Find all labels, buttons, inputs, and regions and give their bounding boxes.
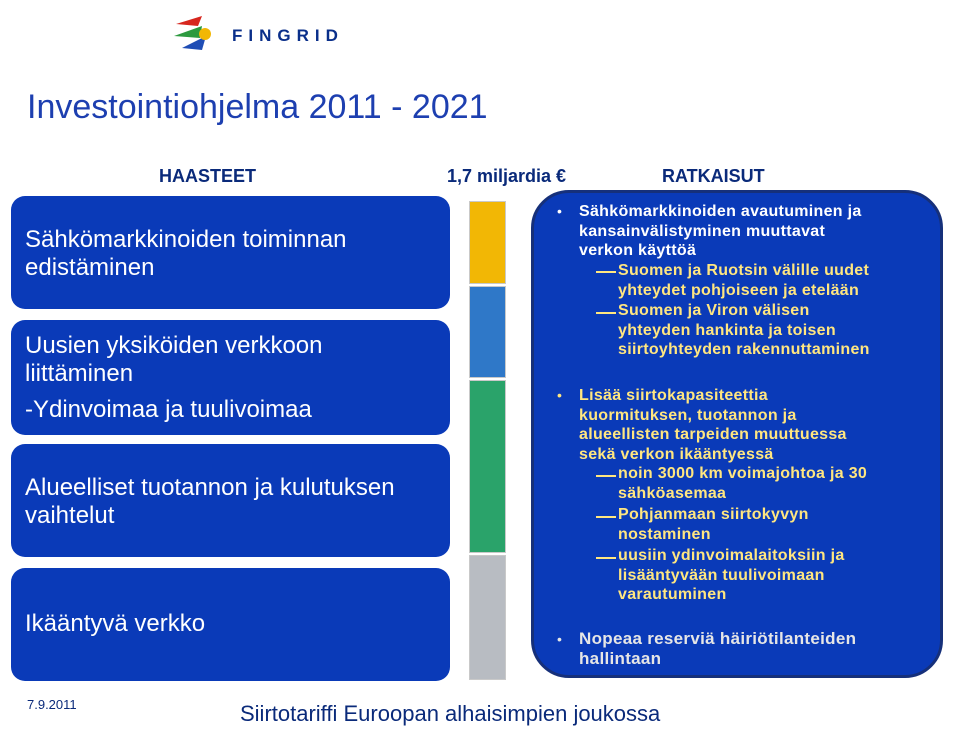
dash-icon	[596, 475, 616, 477]
budget-segment-connections	[469, 286, 506, 378]
challenge-line: liittäminen	[25, 360, 134, 387]
challenge-box-regional	[11, 444, 450, 557]
header-budget: 1,7 miljardia €	[447, 166, 567, 186]
solution-2b	[618, 505, 809, 544]
text-line: uusiin ydinvoimalaitoksiin ja	[618, 547, 845, 564]
text-line: kuormituksen, tuotannon ja	[579, 406, 797, 424]
challenge-box-markets	[11, 196, 450, 309]
text-line: lisääntyvään tuulivoimaan	[618, 566, 825, 584]
text-line: varautuminen	[618, 586, 727, 603]
solutions-panel	[531, 190, 943, 678]
solution-2a	[618, 464, 867, 503]
solution-3	[579, 629, 856, 668]
text-line: Suomen ja Viron välisen	[618, 302, 810, 319]
text-line: yhteyden hankinta ja toisen	[618, 321, 836, 339]
challenge-line: Sähkömarkkinoiden toiminnan	[25, 226, 347, 253]
text-line: Pohjanmaan siirtokyvyn	[618, 506, 809, 523]
text-line: verkon käyttöä	[579, 242, 697, 259]
budget-segment-regional	[469, 380, 506, 553]
dash-icon	[596, 271, 616, 273]
fingrid-logo	[172, 14, 362, 56]
dash-icon	[596, 516, 616, 518]
text-line: hallintaan	[579, 648, 662, 668]
solution-2	[579, 386, 847, 464]
text-line: Suomen ja Ruotsin välille uudet	[618, 262, 870, 279]
solution-1a	[618, 261, 869, 300]
budget-segment-markets	[469, 201, 506, 284]
text-line: kansainvälistyminen muuttavat	[579, 222, 826, 240]
text-line: Nopeaa reserviä häiriötilanteiden	[579, 629, 857, 648]
challenge-line: edistäminen	[25, 254, 155, 281]
challenge-line: Alueelliset tuotannon ja kulutuksen	[25, 474, 395, 501]
page-title: Investointiohjelma 2011 - 2021	[27, 88, 488, 126]
text-line: alueellisten tarpeiden muuttuessa	[579, 426, 847, 443]
challenge-box-aging	[11, 568, 450, 681]
text-line: sekä verkon ikääntyessä	[579, 445, 774, 463]
text-line: Lisää siirtokapasiteettia	[579, 387, 768, 404]
solution-2c	[618, 546, 845, 605]
dash-icon	[596, 557, 616, 559]
header-challenges: HAASTEET	[159, 166, 257, 186]
solution-1	[579, 202, 862, 261]
text-line: yhteydet pohjoiseen ja etelään	[618, 281, 860, 299]
text-line: Sähkömarkkinoiden avautuminen ja	[579, 203, 862, 220]
footer-date: 7.9.2011	[27, 697, 77, 712]
challenge-line: vaihtelut	[25, 502, 115, 529]
challenge-line: -Ydinvoimaa ja tuulivoimaa	[25, 396, 312, 423]
bullet-icon: •	[557, 631, 562, 647]
header-solutions: RATKAISUT	[662, 166, 765, 186]
text-line: nostaminen	[618, 525, 711, 543]
text-line: siirtoyhteyden rakennuttaminen	[618, 341, 870, 358]
challenge-box-connections	[11, 320, 450, 435]
fingrid-wordmark: FINGRID	[232, 26, 344, 45]
fingrid-logo-icon	[172, 14, 228, 56]
text-line: sähköasemaa	[618, 484, 727, 502]
bullet-icon: •	[557, 203, 562, 219]
text-line: noin 3000 km voimajohtoa ja 30	[618, 465, 868, 482]
challenge-line: Uusien yksiköiden verkkoon	[25, 332, 323, 359]
budget-segment-aging	[469, 555, 506, 680]
challenge-line: Ikääntyvä verkko	[25, 610, 206, 637]
bullet-icon: •	[557, 387, 562, 403]
dash-icon	[596, 312, 616, 314]
solution-1b	[618, 301, 870, 360]
footer-text: Siirtotariffi Euroopan alhaisimpien joukossa	[240, 701, 661, 726]
